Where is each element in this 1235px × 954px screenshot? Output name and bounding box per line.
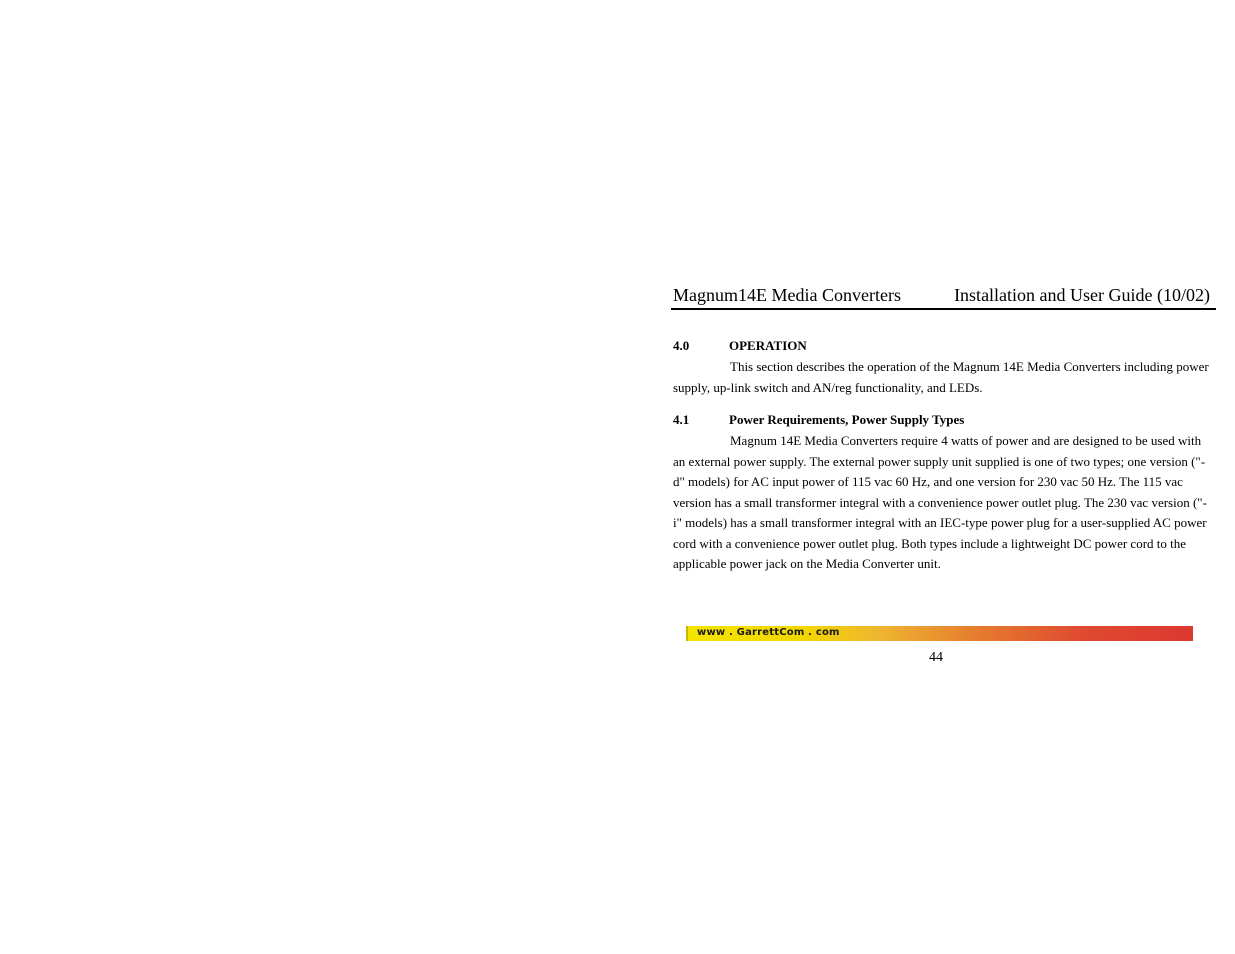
section-number: 4.1 [673,412,690,427]
page-number: 44 [929,650,943,665]
section-heading [671,338,1216,354]
footer-banner [686,626,1193,641]
footer-url: www . GarrettCom . com [697,627,840,638]
section-paragraph: This section describes the operation of the Magnum 14E Media Converters including power supply, up-link switch and AN/reg functionality, and LEDs. [673,359,1209,395]
document-page [671,284,1216,575]
header-guide-title: Installation and User Guide (10/02) [954,285,1210,305]
section-number: 4.0 [673,338,690,353]
section-paragraph: Magnum 14E Media Converters require 4 watts of power and are designed to be used with an external power supply. The external power supply unit supplied is one of two types; one version ("-d" models) for AC input power of 115 vac 60 Hz, and one version for 230 vac 50 Hz. The 115 vac version has a small transformer integral with a convenience power outlet plug. The 230 vac version ("-i" models) has a small transformer integral with an IEC-type power plug for a user-supplied AC power cord with a convenience power outlet plug. Both types include a lightweight DC power cord to the applicable power jack on the Media Converter unit. [673,433,1207,571]
header-product-title: Magnum14E Media Converters [673,285,901,305]
section-title: Power Requirements, Power Supply Types [729,412,965,427]
page-header [671,284,1216,310]
section-title: OPERATION [729,338,807,353]
section-heading [671,412,1216,428]
